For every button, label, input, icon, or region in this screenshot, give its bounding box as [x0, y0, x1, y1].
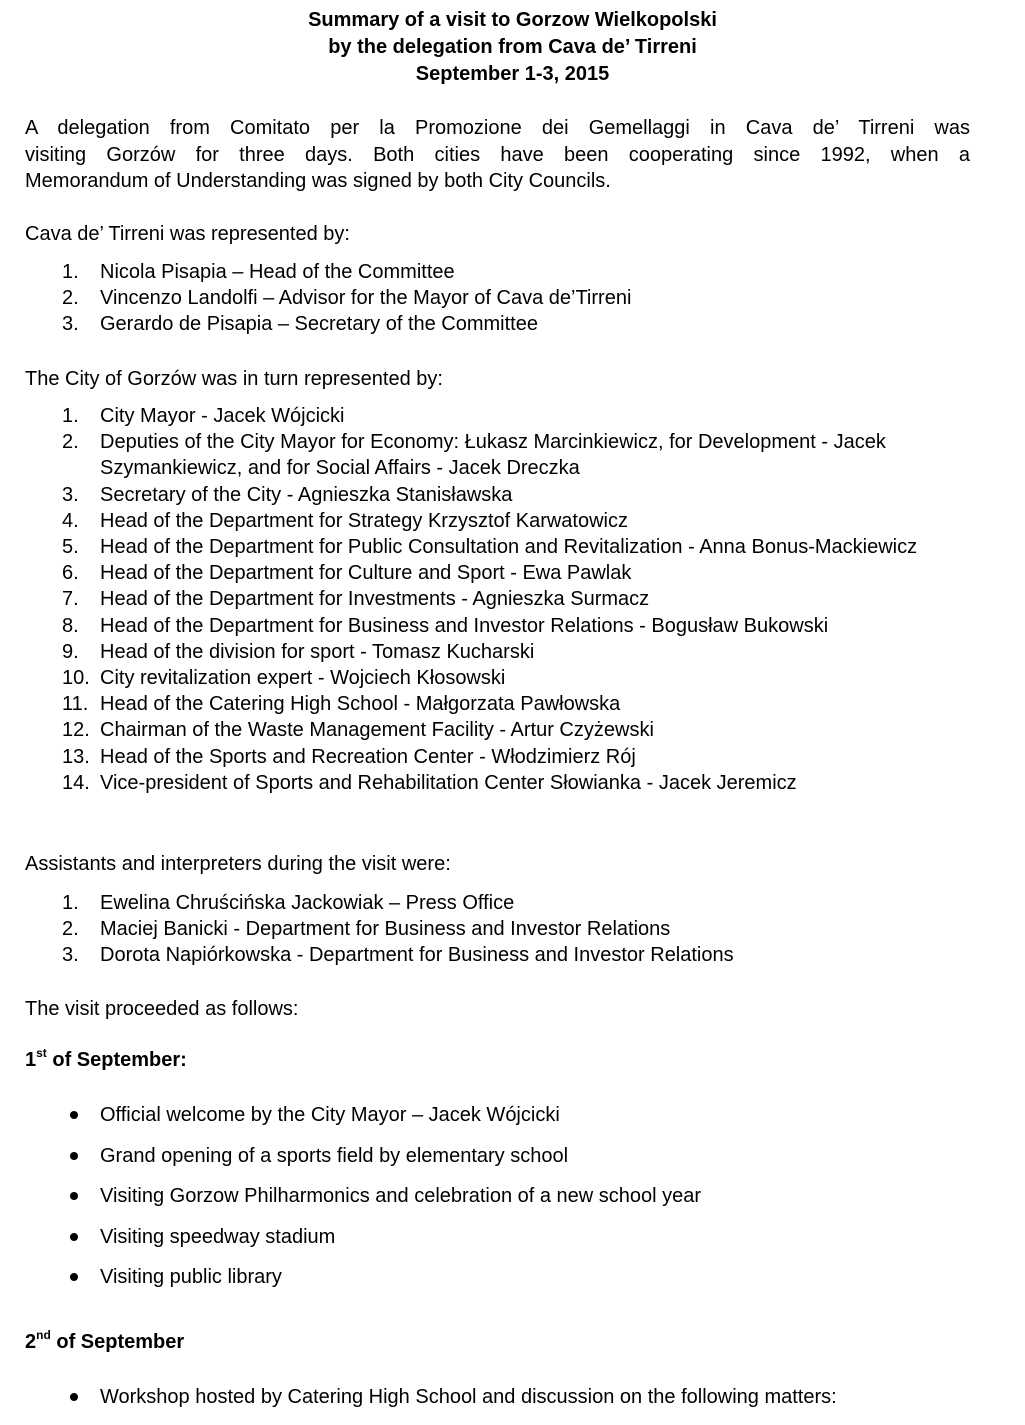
assistants-list [25, 890, 955, 969]
bullet-item-text: Official welcome by the City Mayor – Jacek Wójcicki [100, 1104, 560, 1126]
list-item [25, 717, 955, 743]
document-title-line-1: Summary of a visit to Gorzow Wielkopolski [308, 9, 717, 31]
list-item [25, 916, 955, 942]
bullet-icon [70, 1192, 78, 1200]
list-item [25, 285, 955, 311]
list-item [25, 613, 955, 639]
day-1-ordinal-suffix: st [36, 1046, 47, 1060]
cava-representatives-label: Cava de’ Tirreni was represented by: [25, 223, 350, 245]
gorzow-representatives-list [25, 403, 955, 796]
list-item-number: 3. [62, 944, 79, 967]
list-item [25, 560, 955, 586]
day-2-activities-list [25, 1384, 985, 1425]
intro-line: visiting Gorzów for three days. Both cities have been cooperating since 1992, when a [25, 143, 970, 166]
list-item [25, 586, 955, 612]
list-item-text: Maciej Banicki - Department for Business and Investor Relations [100, 918, 671, 941]
bullet-icon [70, 1111, 78, 1119]
list-item-number: 1. [62, 892, 79, 914]
list-item-number: 12. [62, 719, 90, 742]
bullet-icon [70, 1152, 78, 1160]
document-title-line-3: September 1-3, 2015 [415, 63, 610, 85]
intro-paragraph [25, 115, 970, 195]
bullet-item-text: Visiting Gorzow Philharmonics and celebration of a new school year [100, 1185, 702, 1207]
bullet-item-text: Visiting speedway stadium [100, 1225, 336, 1248]
day-1-heading [25, 1047, 187, 1073]
list-item-number: 1. [62, 261, 79, 283]
list-item-number: 9. [62, 640, 79, 663]
list-item-text: City Mayor - Jacek Wójcicki [100, 405, 345, 427]
list-item-text: Head of the Department for Investments - Agnieszka Surmacz [100, 588, 650, 611]
list-item [25, 259, 955, 285]
bullet-item-text: Workshop hosted by Catering High School and discussion on the following matters: [100, 1386, 837, 1408]
list-item-text: Nicola Pisapia – Head of the Committee [100, 261, 455, 283]
list-item-text: Head of the Sports and Recreation Center - Włodzimierz Rój [100, 745, 636, 768]
bullet-item [25, 1224, 985, 1265]
list-item [25, 691, 955, 717]
list-item [25, 534, 955, 560]
bullet-icon [70, 1233, 78, 1241]
bullet-icon [70, 1273, 78, 1281]
bullet-item [25, 1102, 985, 1143]
list-item [25, 508, 955, 534]
list-item [25, 311, 955, 337]
bullet-item [25, 1183, 985, 1224]
list-item [25, 942, 955, 968]
list-item-text: Vincenzo Landolfi – Advisor for the Mayor of Cava de’Tirreni [100, 287, 632, 310]
day-1-activities-list [25, 1102, 985, 1305]
list-item-text: Chairman of the Waste Management Facility - Artur Czyżewski [100, 719, 654, 742]
day-1-heading-text: of September: [46, 1049, 187, 1071]
gorzow-representatives-label: The City of Gorzów was in turn represented by: [25, 368, 443, 390]
list-item-number: 10. [62, 667, 90, 690]
day-2-heading [25, 1329, 184, 1355]
intro-line: Memorandum of Understanding was signed by both City Councils. [25, 170, 611, 192]
bullet-item-text: Visiting public library [100, 1266, 282, 1288]
bullet-item [25, 1143, 985, 1184]
list-item [25, 639, 955, 665]
assistants-label: Assistants and interpreters during the visit were: [25, 853, 451, 875]
list-item-number: 3. [62, 483, 79, 506]
bullet-item-text: Grand opening of a sports field by elementary school [100, 1144, 569, 1167]
list-item [25, 429, 955, 481]
list-item-text: Head of the Department for Culture and Sport - Ewa Pawlak [100, 562, 632, 585]
list-item-text: Dorota Napiórkowska - Department for Business and Investor Relations [100, 944, 734, 967]
list-item-number: 2. [62, 918, 79, 941]
list-item-text: Gerardo de Pisapia – Secretary of the Committee [100, 313, 538, 336]
day-1-number: 1 [25, 1049, 37, 1071]
list-item-text: Vice-president of Sports and Rehabilitation Center Słowianka - Jacek Jeremicz [100, 771, 797, 794]
day-2-ordinal-suffix: nd [36, 1328, 51, 1342]
list-item-number: 2. [62, 431, 79, 454]
list-item-text: City revitalization expert - Wojciech Kłosowski [100, 667, 506, 690]
list-item-number: 7. [62, 588, 79, 611]
bullet-item [25, 1384, 985, 1425]
day-2-number: 2 [25, 1331, 37, 1353]
list-item-text: Head of the Department for Business and Investor Relations - Bogusław Bukowski [100, 614, 829, 637]
bullet-icon [70, 1393, 78, 1401]
list-item-number: 8. [62, 614, 79, 637]
list-item-number: 1. [62, 405, 79, 427]
list-item-text: Secretary of the City - Agnieszka Stanisławska [100, 483, 513, 506]
list-item-number: 13. [62, 745, 90, 768]
list-item-text: Ewelina Chruścińska Jackowiak – Press Office [100, 892, 515, 914]
list-item [25, 770, 955, 796]
visit-label: The visit proceeded as follows: [25, 998, 299, 1020]
list-item-number: 2. [62, 287, 79, 310]
cava-representatives-list [25, 259, 955, 338]
list-item-number: 5. [62, 536, 79, 559]
list-item-number: 4. [62, 509, 79, 532]
list-item [25, 744, 955, 770]
list-item-text: Head of the division for sport - Tomasz Kucharski [100, 640, 535, 663]
list-item-text: Head of the Catering High School - Małgorzata Pawłowska [100, 693, 621, 716]
document-title-line-2: by the delegation from Cava de’ Tirreni [328, 36, 697, 58]
list-item-number: 6. [62, 562, 79, 585]
day-2-heading-text: of September [50, 1331, 185, 1353]
list-item [25, 890, 955, 916]
list-item [25, 403, 955, 429]
list-item [25, 665, 955, 691]
list-item-number: 14. [62, 771, 90, 794]
intro-line: A delegation from Comitato per la Promozione dei Gemellaggi in Cava de’ Tirreni was [25, 117, 970, 139]
bullet-item [25, 1264, 985, 1305]
list-item-text: Deputies of the City Mayor for Economy: Łukasz Marcinkiewicz, for Development - Jacek Szymankiewicz, and for Social Affairs - Jacek Dreczka [100, 431, 886, 480]
list-item-text: Head of the Department for Strategy Krzysztof Karwatowicz [100, 509, 628, 532]
list-item [25, 482, 955, 508]
list-item-text: Head of the Department for Public Consultation and Revitalization - Anna Bonus-Mackiewicz [100, 536, 918, 559]
list-item-number: 11. [62, 693, 89, 716]
list-item-number: 3. [62, 313, 79, 336]
